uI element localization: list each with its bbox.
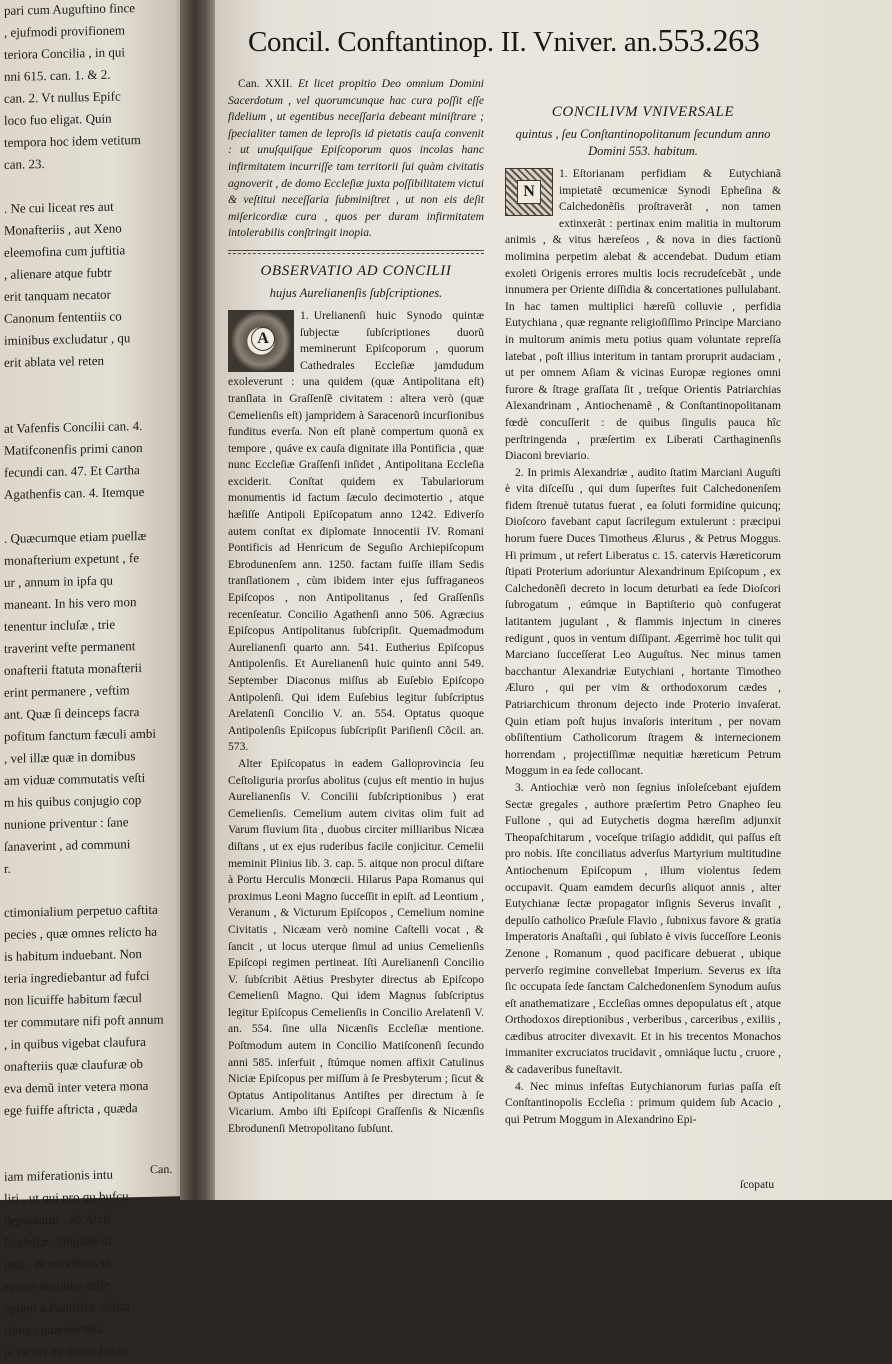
paragraph-3: 3. Antiochiæ verò non ſegnius inſoleſcebant ejuſdem Sectæ gregales , authore præſertim Petro Gnapheo ſeu Fullone , qui ad Eutychetis dogma hæreſim adjunxit Theopaſchitarum , voceſque triſagio addidit, qui paſſus eſt pro nobis. Iſte conciliatus adverſus Martyrium multitudine Antiochenum Epiſcopum , illum violentus ſedem occupavit. Quam eamdem decurſis aliquot annis , alter Eutychianæ ſectæ propagator inſignis Severus invaſit , depulſo catholico Præſule Flavio , ſubnixus favore & gratia Imperatoris Anaſtaſii , qui ſublato è vivis ſucceſſore Leonis Zenone , Romanum , quod pacificare debuerat , ubique perverſo regimine convellebat Imperium. Severus ex iſta ſic occupata ſede ſanctam Calchedonenſem Synodum auſus eſt anathematizare , Eccleſias omnes depopulatus eſt , atque Orthodoxos direptionibus , verberibus , carceribus , exiliis , cædibus atrociter divexavit. Et in his trecentos Monachos immaniter excruciatos trucidavit , omniáque luctu , cruore , & cadaveribus funeſtavit. <box>505 780 781 1077</box>
left-page-line: tempora hoc idem vetitum <box>4 132 141 150</box>
observation-paragraph-1: Urelianenſi huic Synodo quintæ ſubjectæ ſubſcriptiones duorũ meminerunt Epiſcoporum , quorum Cathedrales Eccleſiæ jamdudum exoleverunt : una quidem (quæ Antipolitana eſt) tranſlata in Graſſenſẽ civitatem : altera verò (quæ Cemelienſis eſt) jampridem à Saracenorũ incurſionibus funditus everſa. Non eſt planè compertum quonã ex tempore , quáve ex cauſa dignitate illa Pontificia , quæ nunc Eccleſiæ Graſſenſi inſidet , Antipolitana Eccleſia exciderit. Conſtat quidem ex Tabulariorum monumentis id factum ſæculo decimotertio , atque hæſiſſe Antipoli Epiſcopatum anno 1242. Ediverſo autem conſtat ex diplomate Innocentii IV. Romani Pontificis ad Henricum de Seguſio Archiepiſcopum Ebrodunenſem ann. 1250. factam fuiſſe illam Sedis tranſlationem , cùm ibidem inter ejus ſuffraganeos Epiſcopos , non Antipolitanus , ſed Graſſenſis recenſeatur. Concilio Agathenſi anno 506. Agræcius Epiſcopus Antipolitanus ſubſcripſit. Quemadmodum Aurelianenſi quarto ann. 541. Eutherius Epiſcopus Antipolenſis. Et Aurelianenſi huic quinto anni 549. September Diaconus miſſus ab Euſebio Epiſcopo Antipolenſi. Qui idem Euſebius legitur ſubſcriptus Arelatenſi Concilio V. an. 554. Optatus quoque Antipolenſis Epiſcopus ſubſcripſit Pariſienſi Cõcil. an. 573. <box>228 308 484 754</box>
left-page-line: erint permanere , veftim <box>4 682 130 700</box>
left-page-line: r. <box>4 860 11 876</box>
left-page-line: , in quibus vigebat claufura <box>4 1033 146 1052</box>
initial-letter: N <box>517 180 541 204</box>
running-head-title: Concil. Conftantinop. II. Vniver. an. <box>248 26 658 58</box>
left-page-line: Matifconenfis primi canon <box>4 440 143 458</box>
left-page <box>0 0 190 1360</box>
left-page-line: is habitum induebant. Non <box>4 946 142 964</box>
left-page-line: teria ingrediebantur ad fufci <box>4 967 150 986</box>
left-page-line: rſona , quæ neceſſa <box>4 1320 103 1338</box>
left-page-line: fecundi can. 47. Et Cartha <box>4 462 140 480</box>
left-page-line: teriora Concilia , in qui <box>4 44 125 62</box>
left-page-line: eptum à Pontifice inſtitu <box>4 1298 131 1316</box>
paragraph-1: Eſtorianam perfidiam & Eutychianã impietatẽ œcumenicæ Synodi Epheſina & Calchedonẽſis proſtraverãt , non tamen extinxerãt : pertinax enim malitia in multorum animis , & vitus hæreſeos , & nova in dies factionũ molimina perpetim alebat & accendebat. Dudum etiam exoleti Origenis errores multis locis recrudeſcebãt , unde innumera per Oriente diſſidia & concertationes pullulabant. In hac tamen multiplici hæreſũ colluvie , perfidia Eutychiana , quæ regnante religioſiſſimo Principe Marciano in multorum animis metu potius quam voluntate repreſſa latebat , poſt illius interitum in tantam proruprit audaciam , ut per omnem Aſiam & vicinas Europæ regiones omni furore & ſtrage graſſata ſit , treſque Orientis Patriarchias Alexandrinam , Antiochenamẽ , & Conſtantinopolitanam fœdè concuſſerit : de quibus ſingulis pauca hîc perſtringenda , præſertim ex Liberati Carthaginenſis Diaconi breviario. <box>505 167 781 463</box>
paragraph-number: 1. <box>300 308 309 322</box>
left-page-line: is victus de domo Eccle <box>4 1342 128 1360</box>
running-head <box>248 22 760 59</box>
left-page-line: traverint vefte permanent <box>4 638 136 656</box>
left-page-line: pecies , quæ omnes relicto ha <box>4 923 158 942</box>
running-head-year: 553. <box>657 22 713 58</box>
section-rule <box>228 250 484 255</box>
canon-label: Can. XXII. <box>238 77 293 90</box>
left-page-line: tenentur incluſæ , trie <box>4 616 116 634</box>
left-page-line: . Ne cui liceat res aut <box>4 198 114 216</box>
paragraph-number: 1. <box>559 167 568 180</box>
left-page-line: ege fuiffe aftricta , quæda <box>4 1100 138 1118</box>
left-page-line: monafterium expetunt , fe <box>4 550 140 568</box>
left-page-line: , vel illæ quæ in domibus <box>4 748 136 766</box>
left-page-line: erit tanquam necator <box>4 286 111 304</box>
left-catchword: Can. <box>150 1161 173 1177</box>
left-page-line: ctimonialium perpetuo caftita <box>4 901 158 920</box>
left-page-line: . Quæcumque etiam puellæ <box>4 527 147 546</box>
left-page-line: am viduæ commutatis veſti <box>4 769 146 788</box>
left-page-line: loco fuo eligat. Quin <box>4 110 112 128</box>
left-page-line: nunione priventur : ſane <box>4 814 129 832</box>
left-page-line: at Vafenfis Concilii can. 4. <box>4 418 143 436</box>
left-page-line: , alienare atque fubtr <box>4 264 112 282</box>
paragraph-4: 4. Nec minus infeſtas Eutychianorum furias paſſa eſt Conſtantinopolis Eccleſia : primum quidem ſub Acacio , qui Petrum Moggum in Alexandrino Epi- <box>505 1079 781 1126</box>
left-page-line: non licuiffe habitum fæcul <box>4 990 143 1008</box>
decorated-initial-icon <box>228 310 294 372</box>
page-number: 263 <box>712 22 760 58</box>
left-page-line: iam miferationis intu <box>4 1166 114 1184</box>
column-left <box>228 76 484 1138</box>
left-page-line: iminibus excludatur , qu <box>4 330 131 348</box>
left-page-line: Eccleſiæ , fingulis di <box>4 1232 112 1250</box>
left-page-line: pari cum Auguftino fince <box>4 0 136 18</box>
left-page-line: liri , ut qui pro qu bufcu <box>4 1188 129 1206</box>
left-page-line: maneant. In his vero mon <box>4 594 137 612</box>
catchword: ſcopatu <box>740 1178 775 1191</box>
canon-xxii-text: Et licet propitio Deo omnium Domini Sacerdotum , vel quorumcunque hac cura poſſit eſſe fidelium , ut egentibus neceſſaria debeant miniſtrare ; ſpecialiter tamen de leproſis id pietatis cauſa convenit : ut unuſquiſque Epiſcoporum quos incolas hanc infirmitatem incurriſſe tam territorii ſui quàm civitatis agnoverit , de domo Eccleſiæ juxta poſſibilitatem victui & veſtitui neceſſaria ſubminiſtret , ut non eis deſit miſericordiæ cura , quos per duram infirmitatem intolerabilis conſtringit inopia. <box>228 77 485 240</box>
observation-paragraph-2: Alter Epiſcopatus in eadem Galloprovincia ſeu Ceſtoliguria prorſus abolitus (cujus eſt mentio in hujus Aurelianenſis V. Concilii ſubſcriptionibus ) erat Cemelienſis. Cemelium autem civitas olim fuit ad Varum fluvium ſita , duobus circiter milliaribus Nicæa diſtans , ut ex ejus ruderibus facile conjicitur. Cemelii meminit Plinius lib. 3. cap. 5. aitque non procul diſtare à Portu Herculis Monœcii. Hilarus Papa Romanus qui proximus Leoni Magno ſucceſſit in epiſt. ad Leontium , Veranum , & Victurum Epiſcopos , Cemelium nomine Civitatis , Nicæam verò nomine Caſtelli vocat , & ſancit , ut locus uterque ſimul ad unius Cemelienſis Epiſcopi regimen pertineat. Iſti Aurelianenſi Concilio V. ſubſcribit Aëtius Presbyter directus ab Epiſcopo Cemelienſi Magno. Qui idem Magnus ſubſcriptus legitur Epiſcopus Cemelienſis in Concilio Arelatenſi V. an. 554. ſine ulla Nicænſis Eccleſiæ mentione. Poſtmodum autem in Concilio Matiſconenſi ſecundo anni 585. inſerfuit , ſtúmque nomen affixit Catulinus Niciæ Epiſcopus per miſſum à ſe Presbyterum ; ſicut & Optatus Antipolitanus Antiſtes per directum à ſe Vicarium. Ambo iſti Epiſcopi Graſſenſis & Nicænſis Ebrodunenſi Metropolitano ſubſunt. <box>228 756 484 1136</box>
column-right <box>505 96 781 1128</box>
left-page-line: erit ablata vel reten <box>4 352 104 370</box>
observation-heading: OBSERVATIO AD CONCILII <box>260 262 452 279</box>
observation-subheading: hujus Aurelianenſis ſubſcriptiones. <box>269 285 443 300</box>
left-page-line: eptum divinum mife <box>4 1276 111 1294</box>
left-page-line: Canonum fententiis co <box>4 308 122 326</box>
left-page-line: ſanaverint , ad communi <box>4 836 131 854</box>
left-page-line: ant. Quæ ſi deinceps facra <box>4 704 140 722</box>
left-page-line: pofitum fanctum fæculi ambi <box>4 725 156 744</box>
left-page-line: ur , annum in ipfa qu <box>4 572 114 590</box>
left-page-line: eleemofina cum juftitia <box>4 242 126 260</box>
left-page-line: , ejufmodi provifionem <box>4 22 125 40</box>
left-page-line: Monafteriis , aut Xeno <box>4 220 122 238</box>
left-page-line: can. 23. <box>4 156 45 172</box>
left-page-line: onafterii ftatuta monafterii <box>4 660 142 678</box>
paragraph-2: 2. In primis Alexandriæ , audito ſtatim Marciani Auguſti è vita diſceſſu , qui dum ſuperſtes fuit Calchedonenſem fidem ſtrenuè tutatus fuerat , ea ſoluti formidine quicunq; Dioſcoro favebant caput ſacrilegum extulerunt : præcipui horum fuere Duces Timotheus Ælurus , & Petrus Moggus. Hi primum , ut refert Liberatus c. 15. catervis Hæreticorum ſtipati Proterium adoriuntur Alexandrinum Epiſcopum , ex Calchedonẽſi decreto in locum deturbati ea ſede Dioſcori ſubrogatum , eúmque in Baptiſterio quò confugerat latitantem jugulant , & flammis injectum in cineres redigunt , quos in ventum diſſipant. Ægerrimè hoc tulit qui Marciano ſucceſſerat Leo Auguſtus. Nec minus tamen bacchantur Alexandriæ Eutychiani , hortante Timotheo Æluro , qui per vim & orthodoxorum cædes , Patriarchicum thronum dejecto inde Proterio invaſerat. Quin etiam poſt hujus invaſoris interitum , per novam obſiſtentium Catholicorum ſtragem & internecionem horrendam , projectiſſimæ nequitiæ hæreticum Petrum Moggum in ea ſede collocant. <box>505 465 781 778</box>
left-page-line: deputantur , ab Arch <box>4 1210 111 1228</box>
initial-letter: A <box>251 327 275 351</box>
left-page-line: Agathenfis can. 4. Itemque <box>4 483 145 502</box>
left-page-line: m his quibus conjugio cop <box>4 792 142 810</box>
council-subtitle: quintus , ſeu Conſtantinopolitanum ſecundum anno Domini 553. habitum. <box>515 127 771 158</box>
left-page-text <box>4 0 190 1364</box>
left-page-line: ntur , & neceſſitas vi <box>4 1254 111 1272</box>
decorated-initial-icon <box>505 168 553 216</box>
left-page-line: eva demũ inter vetera mona <box>4 1077 149 1096</box>
left-page-line: nni 615. can. 1. & 2. <box>4 66 111 84</box>
left-page-line: ter commutare nifi poft annum <box>4 1011 164 1030</box>
left-page-line: can. 2. Vt nullus Epifc <box>4 88 121 106</box>
left-page-line: onafteriis quæ claufuræ ob <box>4 1056 143 1074</box>
council-title: CONCILIVM VNIVERSALE <box>551 104 735 120</box>
